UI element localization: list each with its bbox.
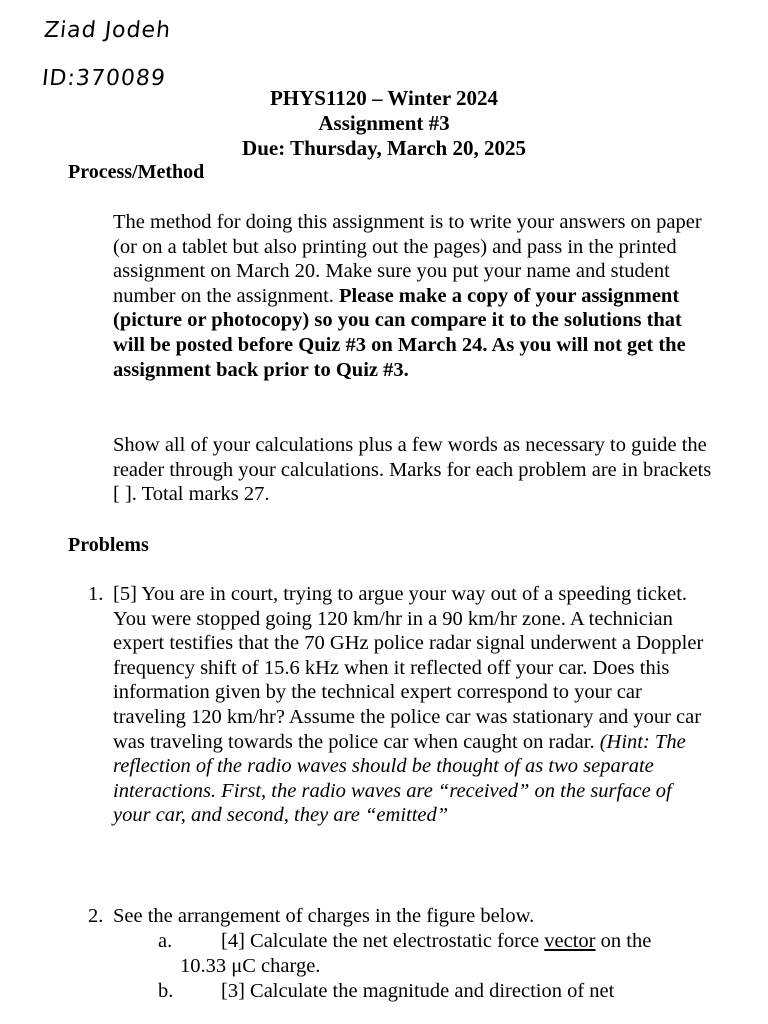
handwritten-name: Ziad Jodeh [42,18,173,43]
problem-2a-letter: a. [158,930,173,952]
problem-2-number: 2. [88,905,104,927]
problem-2a-text [221,929,651,954]
problem-2a-continued: 10.33 μC charge. [180,954,321,977]
problem-2b-text: [3] Calculate the magnitude and direction of net [221,980,615,1002]
problem-1-body [113,582,713,828]
problem-2a-before: [4] Calculate the net electrostatic force [221,930,540,952]
handwritten-student-id: ID:370089 [40,66,168,91]
process-paragraph-2: Show all of your calculations plus a few words as necessary to guide the reader through your calculations. Marks for each problem are in brackets [ ]. Total marks 27. [113,434,712,506]
assignment-title: Assignment #3 [318,111,450,135]
problem-1-number: 1. [88,583,104,605]
problem-2b-letter: b. [158,980,174,1002]
document-header [0,86,768,161]
process-para1-plain: The method for doing this assignment is to write your answers on paper (or on a tablet but also printing out the pages) and pass in the printed assignment on March 20. Make sure you put your name and student number on the assignment. [113,211,702,307]
due-date: Due: Thursday, March 20, 2025 [242,136,526,160]
problem-2-text: See the arrangement of charges in the figure below. [113,905,535,927]
course-title: PHYS1120 – Winter 2024 [269,86,499,110]
problem-2a-after: on the [600,930,652,952]
process-para1-bold: Please make a copy of your assignment (picture or photocopy) so you can compare it to the solutions that will be posted before Quiz #3 on March 24. As you will not get the assignment back prior to Quiz #3. [113,284,686,381]
problems-section-title: Problems [68,534,149,556]
process-paragraph-1 [113,210,713,382]
problem-2a-underlined: vector [544,930,596,952]
process-section-title: Process/Method [68,161,205,183]
problem-1-text: [5] You are in court, trying to argue your way out of a speeding ticket. You were stopped going 120 km/hr in a 90 km/hr zone. A technician expert testifies that the 70 GHz police radar signal underwent a Doppler frequency shift of 15.6 kHz when it reflected off your car. Does this information given by the technical expert correspond to your car traveling 120 km/hr? Assume the police car was stationary and your car was traveling towards the police car when caught on radar. [113,583,704,753]
problem-1-hint: (Hint: The reflection of the radio waves should be thought of as two separate interactions. First, the radio waves are “received” on the surface of your car, and second, they are “emitted” [113,730,686,827]
